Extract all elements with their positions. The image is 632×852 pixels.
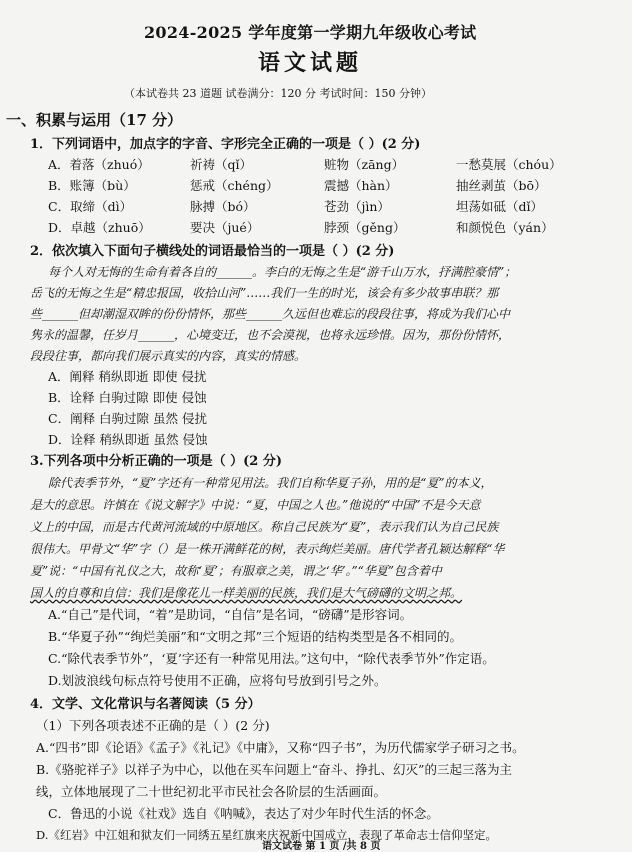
q1-cell: D．卓越（zhuō） bbox=[48, 220, 151, 235]
answer-option-cont: 线，立体地展现了二十世纪初北平市民社会各阶层的生活画面。 bbox=[36, 784, 387, 799]
answer-option: A.“四书”即《论语》《孟子》《礼记》《中庸》，又称“四子书”，为历代儒家学子研习之书。 bbox=[36, 740, 525, 755]
q1-cell: 坦荡如砥（dǐ） bbox=[456, 199, 543, 214]
answer-option: A.“自己”是代词，“着”是助词，“自信”是名词，“磅礴”是形容词。 bbox=[48, 607, 413, 622]
q1-cell: 一愁莫展（chóu） bbox=[456, 157, 562, 172]
question-1-stem: 1．下列词语中，加点字的字音、字形完全正确的一项是（ ）(2 分) bbox=[30, 137, 421, 152]
passage-line: 夏”说：“中国有礼仪之大，故称‘夏’；有服章之美，谓之‘华’。”“华夏”包含着中 bbox=[30, 564, 442, 578]
page-footer: 语文试卷 第 1 页 /共 8 页 bbox=[262, 841, 381, 852]
question-3-stem: 3.下列各项中分析正确的一项是（ ）(2 分) bbox=[30, 454, 282, 469]
q1-cell: A．着落（zhuó） bbox=[48, 157, 150, 172]
q1-cell: 要决（jué） bbox=[190, 220, 260, 235]
answer-option: C.“除代表季节外”，‘夏’字还有一种常见用法。”这句中，“除代表季节外”作定语。 bbox=[48, 651, 495, 666]
q1-cell: B．账簿（bù） bbox=[48, 178, 136, 193]
answer-option: B.“华夏子孙”“绚烂美丽”和“文明之邦”三个短语的结构类型是各不相同的。 bbox=[48, 629, 463, 644]
answer-option: D.《红岩》中江姐和狱友们一同绣五星红旗来庆祝新中国成立，表现了革命志士信仰坚定。 bbox=[36, 828, 497, 842]
answer-option: D.划波浪线句标点符号使用不正确，应将句号放到引号之外。 bbox=[48, 673, 387, 688]
q1-cell: 赃物（zāng） bbox=[324, 157, 405, 172]
passage-line: 些______但却潮湿双眸的份份情怀，那些______久远但也难忘的段段往事，将成为我们心中 bbox=[30, 307, 511, 321]
section-title: 一、积累与运用（17 分） bbox=[6, 111, 183, 129]
subject-title: 语文试题 bbox=[258, 50, 363, 76]
passage-line-wavy: 国人的自尊和自信：我们是像花儿一样美丽的民族，我们是大气磅礴的文明之邦。 bbox=[30, 586, 463, 600]
passage-line: 除代表季节外，“夏”字还有一种常见用法。我们自称华夏子孙，用的是“夏”的本义， bbox=[48, 476, 493, 490]
q1-cell: 和颜悦色（yán） bbox=[456, 220, 554, 235]
q1-cell: 苍劲（jìn） bbox=[324, 199, 390, 214]
passage-line: 段段往事，都向我们展示真实的内容，真实的情感。 bbox=[30, 349, 307, 363]
passage-line: 很伟大。甲骨文“华”字（）是一株开满鲜花的树，表示绚烂美丽。唐代学者孔颖达解释“华 bbox=[30, 542, 505, 556]
question-2-stem: 2．依次填入下面句子横线处的词语最恰当的一项是（ ）(2 分) bbox=[30, 244, 395, 259]
passage-line: 义上的中国，而是古代黄河流域的中原地区。称自己民族为“夏”，表示我们认为自己民族 bbox=[30, 520, 499, 534]
answer-option: B.《骆驼祥子》以祥子为中心，以他在买车问题上“奋斗、挣扎、幻灭”的三起三落为主 bbox=[36, 762, 512, 777]
q1-cell: 脉搏（bó） bbox=[190, 199, 256, 214]
passage-line: 岳飞的无悔之生是“精忠报国，收拾山河”……我们一生的时光，该会有多少故事串联？那 bbox=[30, 286, 499, 300]
exam-info: （本试卷共 23 道题 试卷满分：120 分 考试时间：150 分钟） bbox=[124, 87, 432, 100]
answer-option: C．鲁迅的小说《社戏》选自《呐喊》，表达了对少年时代生活的怀念。 bbox=[48, 806, 439, 821]
answer-option: A．阐释 稍纵即逝 即使 侵扰 bbox=[48, 369, 207, 384]
q1-cell: 抽丝剥茧（bō） bbox=[456, 178, 547, 193]
q1-cell: 祈祷（qǐ） bbox=[190, 157, 252, 172]
q1-cell: 惩戒（chéng） bbox=[190, 178, 279, 193]
passage-line: 隽永的温馨，任岁月______，心境变迁，也不会漠视，也将永远珍惜。因为，那份份情怀， bbox=[30, 328, 511, 342]
passage-line: 是大的意思。许慎在《说文解字》中说：“夏，中国之人也。”他说的“中国”不是今天意 bbox=[30, 498, 481, 512]
question-4-stem: 4．文学、文化常识与名著阅读（5 分） bbox=[30, 697, 261, 712]
q1-cell: 震撼（hàn） bbox=[324, 178, 398, 193]
q1-cell: C．取缔（dì） bbox=[48, 199, 133, 214]
q1-cell: 脖颈（gěng） bbox=[324, 220, 406, 235]
exam-title: 2024-2025 学年度第一学期九年级收心考试 bbox=[144, 23, 477, 42]
question-4-sub1: （1）下列各项表述不正确的是（ ）(2 分) bbox=[36, 718, 270, 733]
passage-line: 每个人对无悔的生命有着各自的______。李白的无悔之生是“游千山万水，抒满腔豪情”； bbox=[48, 265, 517, 279]
answer-option: C．阐释 白驹过隙 虽然 侵扰 bbox=[48, 411, 207, 426]
answer-option: D．诠释 稍纵即逝 虽然 侵蚀 bbox=[48, 432, 208, 447]
answer-option: B．诠释 白驹过隙 即使 侵蚀 bbox=[48, 390, 207, 405]
